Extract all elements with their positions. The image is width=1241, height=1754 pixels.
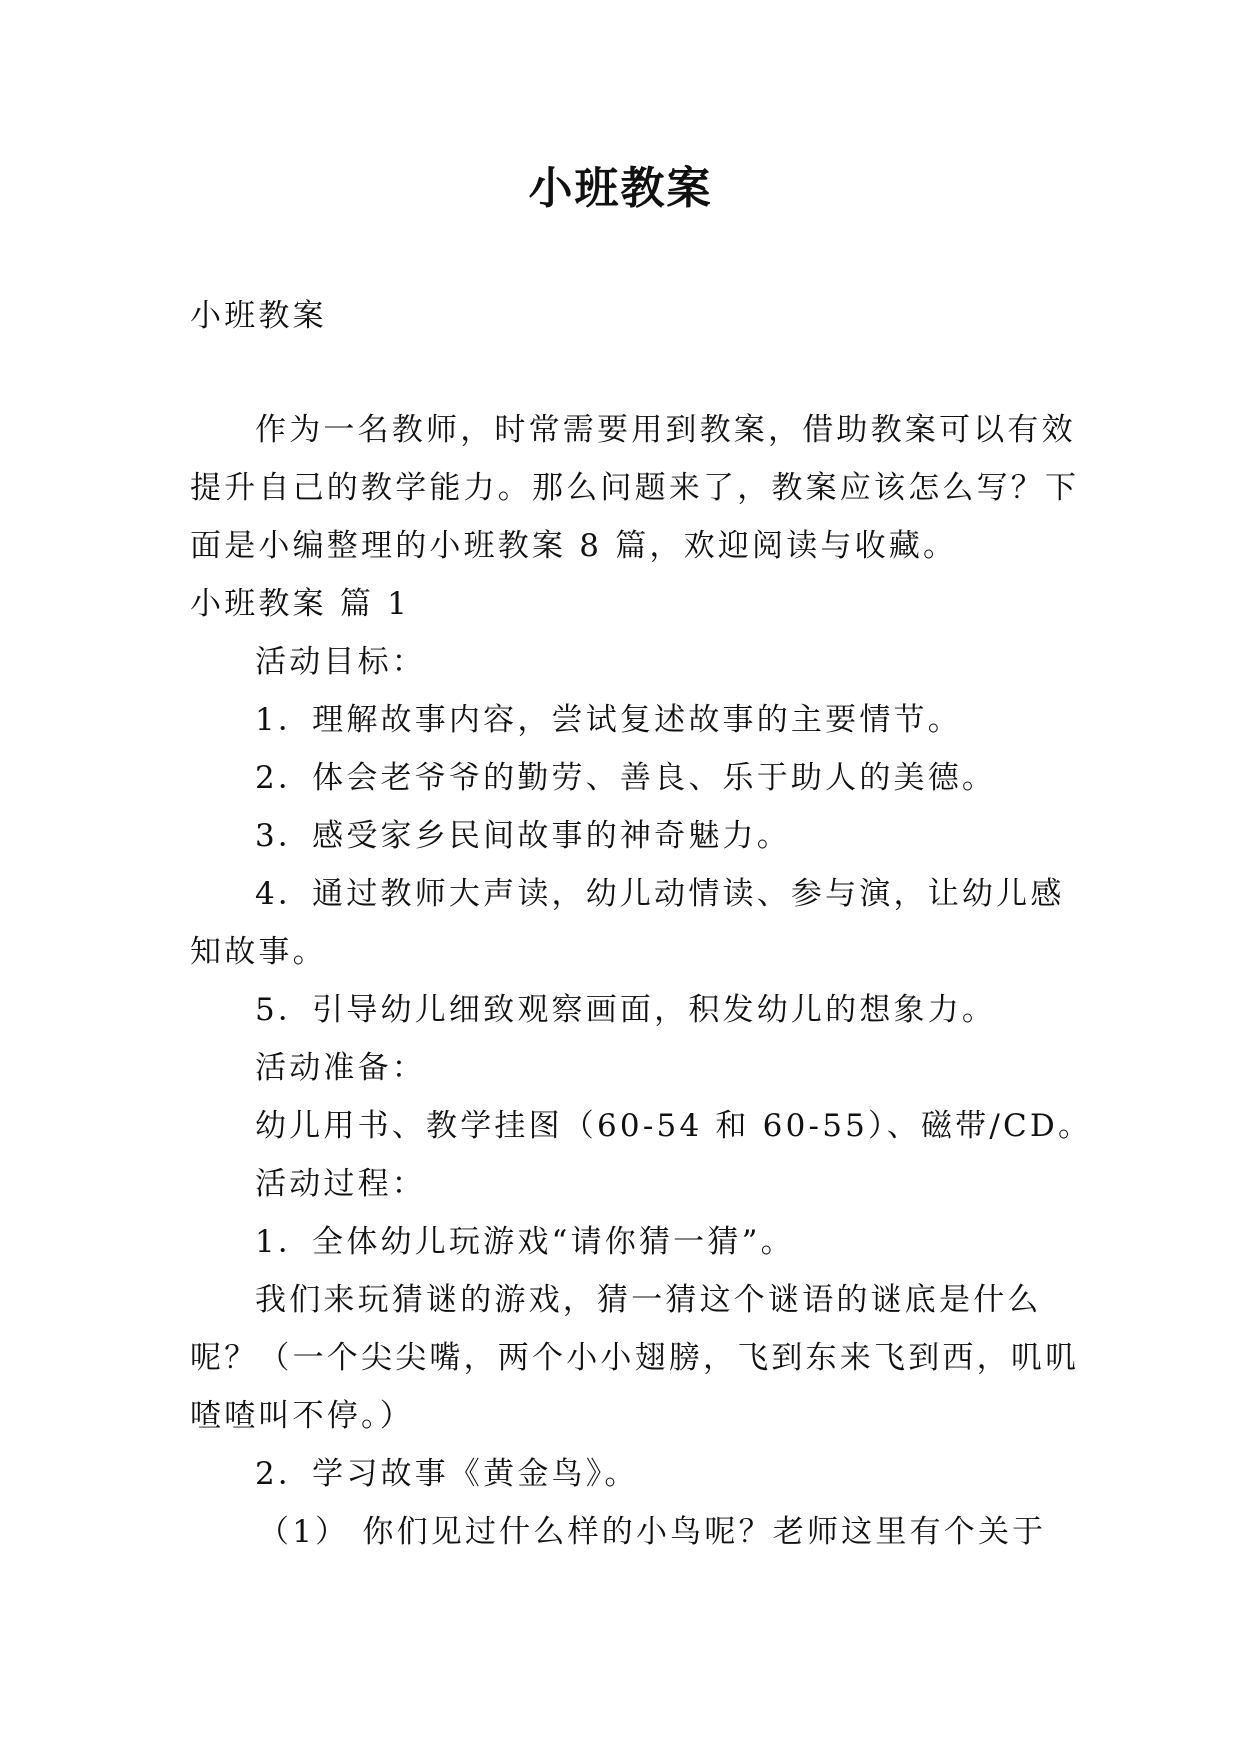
intro-line-3: 面是小编整理的小班教案 8 篇，欢迎阅读与收藏。 bbox=[190, 528, 958, 564]
body-line: 知故事。 bbox=[190, 934, 327, 970]
body-line: 喳喳叫不停。） bbox=[190, 1398, 414, 1434]
body-line: 2．学习故事《黄金鸟》。 bbox=[255, 1456, 639, 1492]
body-line: 4．通过教师大声读，幼儿动情读、参与演，让幼儿感 bbox=[255, 876, 1065, 912]
body-line: 幼儿用书、教学挂图（60-54 和 60-55）、磁带/CD。 bbox=[255, 1108, 1093, 1144]
intro-line-2: 提升自己的教学能力。那么问题来了，教案应该怎么写？下 bbox=[190, 470, 1080, 506]
body-line: 1．理解故事内容，尝试复述故事的主要情节。 bbox=[255, 702, 962, 738]
body-line: 3．感受家乡民间故事的神奇魅力。 bbox=[255, 818, 791, 854]
document-title: 小班教案 bbox=[528, 163, 713, 214]
intro-line-1: 作为一名教师，时常需要用到教案，借助教案可以有效 bbox=[255, 412, 1076, 448]
body-line: 活动准备： bbox=[255, 1050, 426, 1086]
body-line: 呢？（一个尖尖嘴，两个小小翅膀，飞到东来飞到西，叽叽 bbox=[190, 1340, 1080, 1376]
section-heading: 小班教案 篇 1 bbox=[190, 586, 411, 622]
body-line: 我们来玩猜谜的游戏，猜一猜这个谜语的谜底是什么 bbox=[255, 1282, 1042, 1318]
body-line: （1） 你们见过什么样的小鸟呢？老师这里有个关于 bbox=[258, 1514, 1047, 1550]
document-subtitle: 小班教案 bbox=[190, 298, 327, 334]
body-line: 5．引导幼儿细致观察画面，积发幼儿的想象力。 bbox=[255, 992, 997, 1028]
body-line: 1．全体幼儿玩游戏“请你猜一猜”。 bbox=[255, 1224, 795, 1260]
body-line: 活动过程： bbox=[255, 1166, 426, 1202]
body-line: 2．体会老爷爷的勤劳、善良、乐于助人的美德。 bbox=[255, 760, 997, 796]
body-line: 活动目标： bbox=[255, 644, 426, 680]
